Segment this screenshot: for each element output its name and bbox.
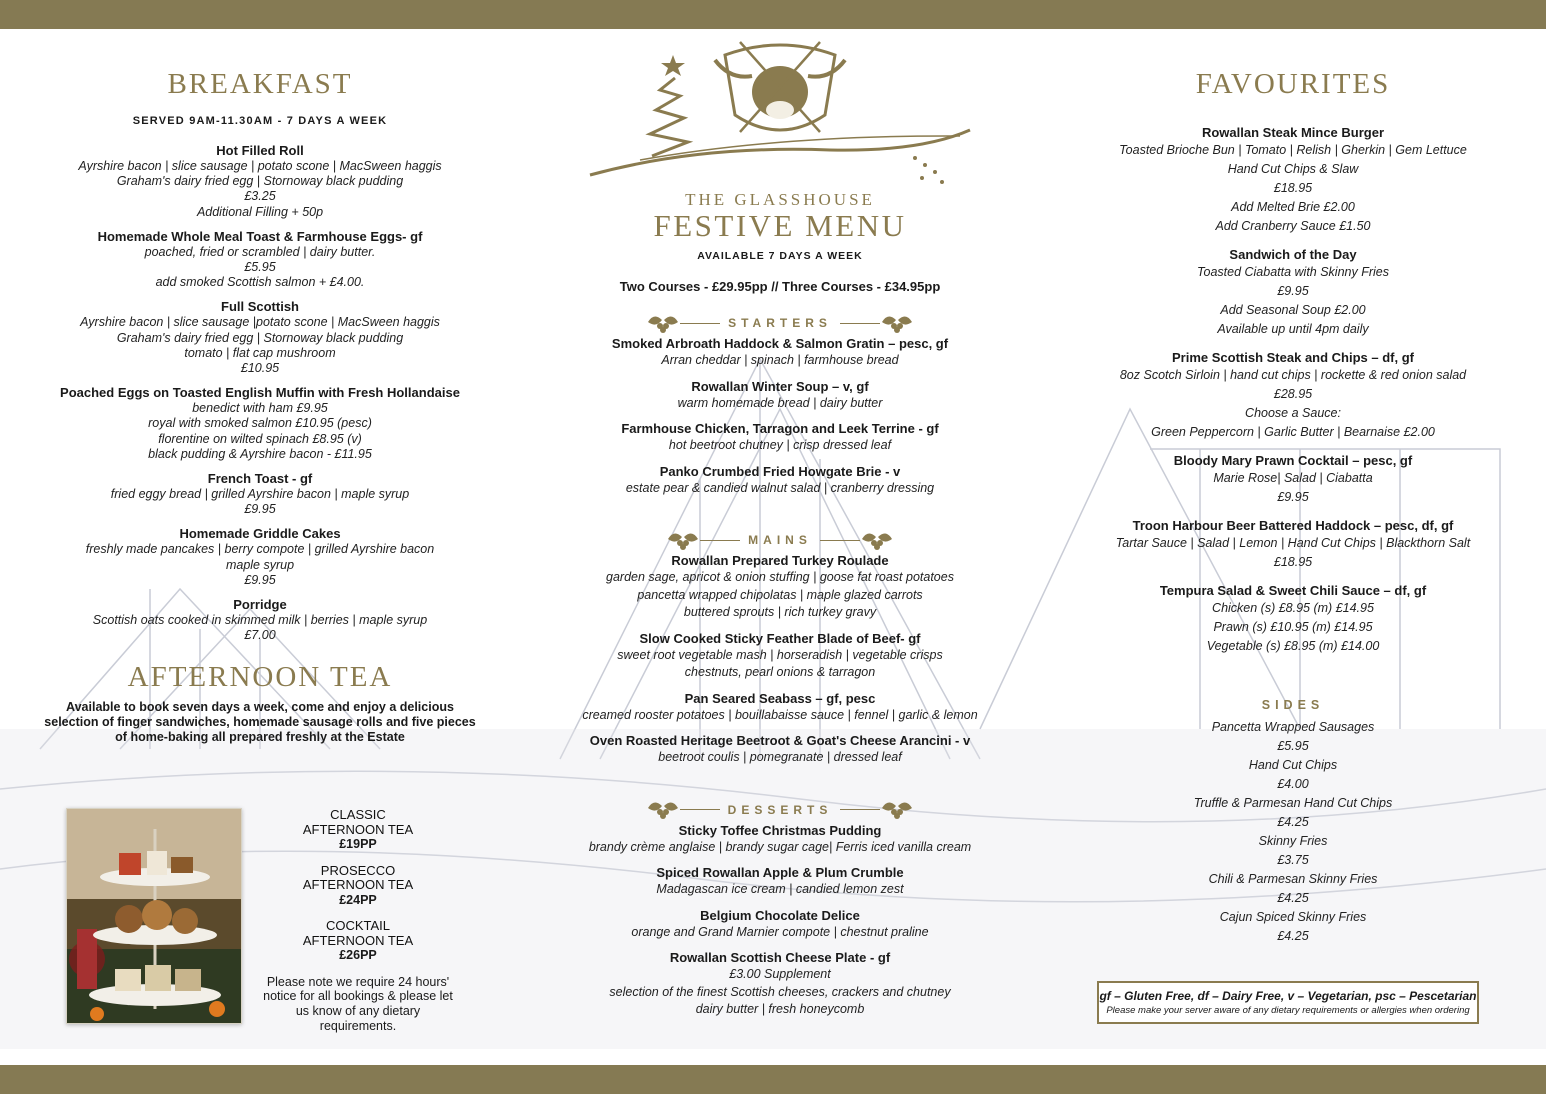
menu-item [40,299,480,376]
menu-item-detail: £28.95 [1273,387,1313,401]
menu-item-name: Spiced Rowallan Apple & Plum Crumble [656,865,904,880]
menu-item-detail: selection of the finest Scottish cheeses, crackers and chutney [609,984,951,999]
menu-item-name: Porridge [233,597,287,613]
menu-item-detail: royal with smoked salmon £10.95 (pesc) [148,416,372,431]
mains-list [575,553,985,767]
menu-item-detail: Additional Filling + 50p [196,204,324,219]
holly-icon [666,525,700,556]
menu-item [575,421,985,455]
menu-item-detail: £9.95 [1277,284,1309,298]
menu-item-detail: dairy butter | fresh honeycomb [695,1002,865,1016]
starters-divider [575,310,985,336]
side-dish-name: Truffle & Parmesan Hand Cut Chips [1193,796,1393,810]
tea-option-name: CLASSIC [330,807,386,822]
menu-item-detail: Toasted Ciabatta with Skinny Fries [1197,265,1389,279]
tea-option-name: AFTERNOON TEA [302,821,414,837]
tea-option-price: £26PP [339,948,377,962]
menu-item-name: Oven Roasted Heritage Beetroot & Goat's Cheese Arancini - v [589,733,971,748]
sparkle-icon [913,156,944,184]
menu-item-name: Smoked Arbroath Haddock & Salmon Gratin – pesc, gf [611,336,949,351]
menu-item-name: French Toast - gf [207,471,313,487]
side-dish-price: £4.25 [1277,891,1309,905]
festive-menu-section [575,40,985,1019]
menu-item-detail: Graham's dairy fried egg | Stornoway black pudding [116,174,404,189]
menu-item-detail: £9.95 [244,502,276,517]
menu-item-name: Rowallan Steak Mince Burger [1201,125,1385,140]
favourites-section [1078,68,1508,946]
menu-item-detail: Chicken (s) £8.95 (m) £14.95 [1212,601,1374,615]
menu-item [40,385,480,462]
menu-item-detail: Madagascan ice cream | candied lemon zest [656,882,904,896]
menu-item-detail: £18.95 [1273,181,1313,195]
menu-item-detail: £9.95 [1277,490,1309,504]
christmas-tree-icon [650,78,688,156]
menu-item-detail: Tartar Sauce | Salad | Lemon | Hand Cut Chips | Blackthorn Salt [1115,536,1471,550]
festive-availability: AVAILABLE 7 DAYS A WEEK [697,250,863,262]
menu-item-detail: £10.95 [240,361,280,376]
menu-item-detail: Green Peppercorn | Garlic Butter | Bearnaise £2.00 [1151,425,1435,439]
desserts-list [575,823,985,1019]
sides-list [1078,718,1508,946]
tea-option-name: PROSECCO [320,862,396,878]
menu-item-detail: Add Melted Brie £2.00 [1231,200,1355,214]
menu-item-name: Rowallan Prepared Turkey Roulade [671,553,889,568]
menu-item [40,597,480,643]
menu-item [575,950,985,1019]
menu-item-name: Panko Crumbed Fried Howgate Brie - v [659,463,901,479]
menu-item-detail: sweet root vegetable mash | horseradish | vegetable crisps [617,647,943,662]
menu-item-name: Bloody Mary Prawn Cocktail – pesc, gf [1173,453,1413,468]
menu-item-detail: £3.00 Supplement [729,967,831,981]
menu-item [1078,583,1508,656]
breakfast-title: BREAKFAST [167,68,353,100]
menu-item-detail: £7.00 [244,628,276,643]
star-icon [661,55,685,76]
menu-item-detail: florentine on wilted spinach £8.95 (v) [158,431,362,446]
dietary-legend-key: gf – Gluten Free, df – Dairy Free, v – Vegetarian, psc – Pescetarian [1099,989,1477,1003]
menu-item-detail: Add Seasonal Soup £2.00 [1220,303,1366,317]
menu-item-name: Homemade Griddle Cakes [179,526,341,542]
menu-item-name: Rowallan Scottish Cheese Plate - gf [669,950,891,965]
menu-item-detail: garden sage, apricot & onion stuffing | goose fat roast potatoes [606,570,954,584]
sides-label: SIDES [1261,698,1325,712]
top-band [0,0,1546,29]
menu-item-detail: £18.95 [1273,555,1313,569]
menu-item-detail: Marie Rose| Salad | Ciabatta [1213,471,1373,485]
breakfast-served-times: SERVED 9AM-11.30AM - 7 DAYS A WEEK [132,115,388,127]
venue-name: THE GLASSHOUSE [685,190,875,209]
holly-icon [880,794,914,825]
menu-item-name: Belgium Chocolate Delice [700,907,860,923]
side-dish-price: £4.00 [1277,777,1309,791]
menu-item-detail: Toasted Brioche Bun | Tomato | Relish | Gherkin | Gem Lettuce [1119,143,1467,157]
breakfast-section [40,68,480,745]
bottom-band [0,1065,1546,1094]
menu-item-name: Full Scottish [221,299,299,315]
menu-item [40,526,480,588]
menu-item [575,908,985,942]
menu-item-detail: creamed rooster potatoes | bouillabaisse sauce | fennel | garlic & lemon [582,707,978,722]
menu-item [40,143,480,220]
tea-option-name: COCKTAIL [325,918,391,933]
menu-item-name: Rowallan Winter Soup – v, gf [691,378,869,394]
menu-item-detail: beetroot coulis | pomegranate | dressed leaf [658,750,902,764]
menu-item-detail: £3.25 [244,189,276,204]
holly-icon [880,308,914,339]
mains-label: MAINS [748,533,812,547]
menu-item-name: Sandwich of the Day [1229,247,1357,262]
menu-item [40,229,480,291]
menu-item-detail: estate pear & candied walnut salad | cranberry dressing [625,480,935,495]
menu-item-detail: chestnuts, pearl onions & tarragon [684,665,876,679]
menu-item-name: Farmhouse Chicken, Tarragon and Leek Terrine - gf [621,421,939,436]
menu-item-detail: Prawn (s) £10.95 (m) £14.95 [1213,620,1373,634]
side-dish-price: £4.25 [1277,815,1309,829]
menu-item-detail: Add Cranberry Sauce £1.50 [1215,219,1371,233]
tea-option-price: £24PP [339,892,377,907]
menu-item [1078,247,1508,339]
course-prices: Two Courses - £29.95pp // Three Courses - £34.95pp [619,279,941,294]
menu-item-detail: £9.95 [244,572,276,587]
menu-item-detail: black pudding & Ayrshire bacon - £11.95 [148,446,372,461]
side-dish-name: Pancetta Wrapped Sausages [1211,720,1375,734]
menu-item-detail: Ayrshire bacon | slice sausage | potato scone | MacSween haggis [78,159,442,173]
menu-item-detail: tomato | flat cap mushroom [184,345,336,360]
menu-item-detail: pancetta wrapped chipolatas | maple glazed carrots [637,587,923,602]
menu-item-detail: orange and Grand Marnier compote | chestnut praline [631,924,929,939]
afternoon-tea-booking-note: Please note we require 24 hours' notice for all bookings & please let us know of any dietary requirements. [263,974,453,1033]
menu-item-detail: poached, fried or scrambled | dairy butter. [144,244,376,259]
menu-item [1078,125,1508,236]
starters-list [575,336,985,497]
menu-item [575,865,985,899]
dietary-legend-note: Please make your server aware of any dietary requirements or allergies when ordering [1106,1005,1470,1016]
favourites-list [1078,125,1508,656]
menu-item [575,553,985,622]
tea-option-name: AFTERNOON TEA [302,877,414,892]
desserts-label: DESSERTS [727,802,833,817]
menu-item-detail: Vegetable (s) £8.95 (m) £14.00 [1206,639,1380,653]
menu-item-name: Pan Seared Seabass – gf, pesc [684,690,876,706]
menu-item-detail: Graham's dairy fried egg | Stornoway black pudding [116,330,404,345]
menu-item-name: Prime Scottish Steak and Chips – df, gf [1172,350,1414,365]
menu-item [1078,453,1508,507]
menu-item-detail: Ayrshire bacon | slice sausage |potato scone | MacSween haggis [80,315,440,330]
menu-item-detail: benedict with ham £9.95 [192,401,328,416]
starters-label: STARTERS [728,316,832,330]
desserts-divider [575,797,985,823]
menu-item-name: Tempura Salad & Sweet Chili Sauce – df, gf [1159,583,1427,598]
side-dish-name: Cajun Spiced Skinny Fries [1219,910,1367,924]
festive-menu-title: FESTIVE MENU [653,208,907,243]
menu-item [1078,518,1508,572]
afternoon-tea-prices [262,808,454,1034]
menu-item-detail: maple syrup [225,557,295,572]
menu-item-detail: Scottish oats cooked in skimmed milk | berries | maple syrup [92,613,428,628]
tea-option-price: £19PP [339,837,377,851]
menu-item-detail: hot beetroot chutney | crisp dressed leaf [668,438,892,452]
holly-icon [646,794,680,825]
festive-logo [580,40,980,190]
menu-item-name: Sticky Toffee Christmas Pudding [678,822,882,838]
side-dish-name: Skinny Fries [1258,834,1328,848]
afternoon-tea-stand-photo [66,808,242,1024]
menu-item-name: Troon Harbour Beer Battered Haddock – pesc, df, gf [1132,518,1454,533]
menu-item-detail: Hand Cut Chips & Slaw [1227,162,1359,176]
menu-item-detail: buttered sprouts | rich turkey gravy [683,605,877,619]
menu-item-detail: 8oz Scotch Sirloin | hand cut chips | rockette & red onion salad [1119,368,1467,382]
afternoon-tea-title: AFTERNOON TEA [127,661,393,694]
favourites-title: FAVOURITES [1195,68,1391,100]
menu-item-detail: Arran cheddar | spinach | farmhouse bread [661,353,899,367]
menu-item-detail: Available up until 4pm daily [1217,322,1369,336]
menu-item [575,691,985,725]
menu-item [575,631,985,682]
menu-item-detail: freshly made pancakes | berry compote | grilled Ayrshire bacon [85,542,435,557]
afternoon-tea-description: Available to book seven days a week, come and enjoy a delicious selection of finger sandwiches, homemade sausage rolls and five pieces of home-baking all prepared freshly at the Estate [44,700,476,745]
menu-item-detail: Choose a Sauce: [1245,406,1341,420]
menu-item [575,464,985,498]
menu-item [1078,350,1508,442]
holly-icon [860,525,894,556]
holly-icon [646,308,680,339]
dietary-legend [1097,981,1479,1024]
menu-item-detail: brandy crème anglaise | brandy sugar cage| Ferris iced vanilla cream [588,839,972,854]
menu-item-detail: £5.95 [244,260,276,275]
menu-item [40,471,480,517]
menu-item [575,336,985,370]
menu-item-name: Homemade Whole Meal Toast & Farmhouse Eggs- gf [97,228,423,244]
menu-item [575,733,985,767]
mains-divider [575,527,985,553]
menu-item-detail: add smoked Scottish salmon + £4.00. [155,275,365,290]
menu-item-name: Poached Eggs on Toasted English Muffin with Fresh Hollandaise [60,385,460,401]
menu-item [575,823,985,857]
menu-item [575,379,985,413]
tea-option-name: AFTERNOON TEA [302,932,414,948]
side-dish-price: £5.95 [1277,739,1309,753]
side-dish-name: Chili & Parmesan Skinny Fries [1208,872,1378,886]
breakfast-item-list [40,143,480,643]
menu-item-detail: warm homemade bread | dairy butter [677,395,883,410]
side-dish-price: £4.25 [1277,929,1309,943]
side-dish-price: £3.75 [1277,853,1309,867]
side-dish-name: Hand Cut Chips [1248,758,1338,772]
afternoon-tea-options [262,808,454,963]
menu-item-name: Slow Cooked Sticky Feather Blade of Beef- gf [639,630,921,646]
menu-item-name: Hot Filled Roll [216,143,304,158]
menu-item-detail: fried eggy bread | grilled Ayrshire bacon | maple syrup [110,487,410,502]
